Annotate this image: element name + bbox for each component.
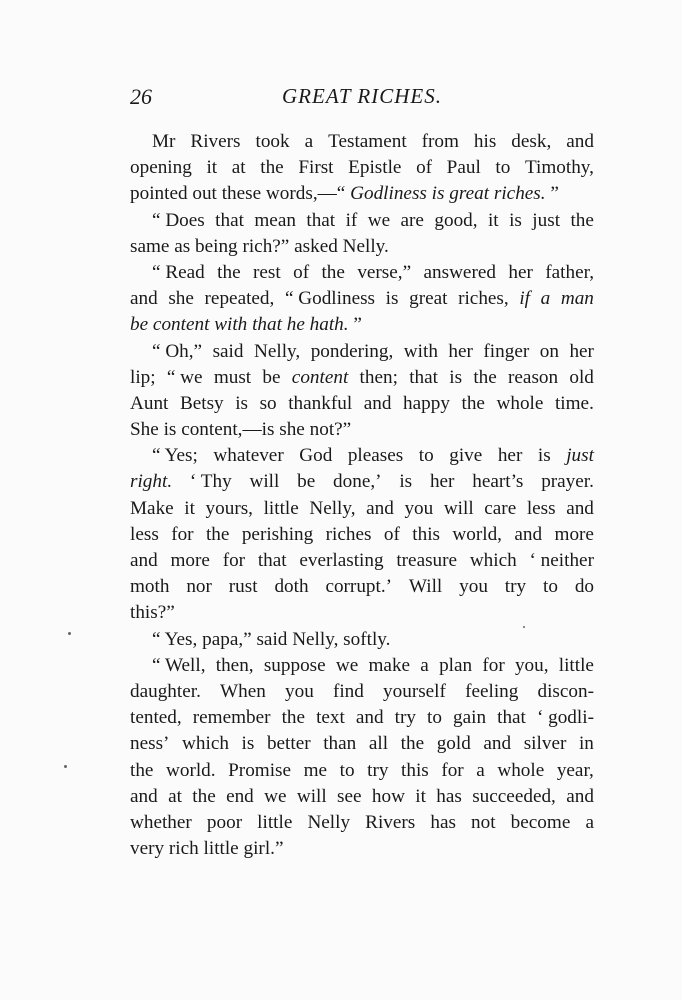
text-line [130, 129, 594, 155]
word: remember [192, 707, 271, 729]
word: the [130, 759, 154, 781]
page-number: 26 [130, 84, 152, 109]
word: is [431, 183, 445, 205]
word: try [394, 707, 416, 729]
word: than [323, 733, 357, 755]
word: hath. [309, 314, 349, 336]
word: and [566, 497, 594, 519]
word: for [222, 550, 246, 571]
word: on [539, 340, 559, 362]
word: of [383, 523, 400, 545]
page-speck [64, 765, 67, 768]
text-line [130, 679, 594, 705]
text-line [130, 627, 594, 653]
word: these [221, 183, 262, 205]
word: it [206, 157, 218, 179]
word: verse,” [357, 261, 412, 283]
word: Nelly [307, 811, 351, 833]
word: to [427, 707, 442, 729]
text-line [130, 181, 594, 207]
text-line [130, 600, 594, 626]
word: little [203, 838, 239, 860]
word: and [566, 785, 594, 807]
word: lip; [130, 366, 156, 388]
word: in [578, 733, 594, 755]
word: little [558, 654, 594, 676]
word: good, [434, 209, 478, 231]
word: suppose [263, 654, 326, 676]
word: the [321, 261, 345, 283]
word: she [279, 419, 305, 441]
word: this?” [130, 602, 175, 624]
word: yours, [205, 497, 253, 519]
word: it [184, 497, 195, 519]
word: yourself [383, 680, 446, 702]
text-line [130, 574, 594, 600]
text-line [130, 443, 594, 469]
word: Nelly. [342, 235, 389, 257]
word: try [504, 576, 527, 598]
word: then, [215, 654, 254, 676]
word: “ Read [152, 261, 205, 283]
word: “ we [166, 366, 203, 388]
word: it [487, 209, 499, 231]
word: for [171, 523, 194, 545]
word: the [570, 209, 594, 231]
word: has [436, 785, 462, 807]
word: “ Godliness [284, 288, 376, 310]
word: being [195, 235, 238, 257]
word: little [257, 811, 293, 833]
word: rich [168, 838, 199, 860]
word: the [192, 785, 216, 807]
word: less [526, 497, 556, 519]
text-line [130, 208, 594, 234]
word: perishing [241, 523, 314, 545]
word: that [306, 209, 336, 231]
word: so [259, 392, 277, 414]
word: reason [508, 366, 559, 388]
word: ” [353, 314, 362, 336]
word: repeated, [204, 288, 275, 310]
word: answered [423, 261, 496, 283]
word: will [296, 785, 327, 807]
word: how [371, 785, 405, 807]
word: Aunt [130, 392, 169, 414]
word: Nelly, [292, 628, 339, 650]
word: be [262, 366, 281, 388]
word: this [412, 523, 441, 545]
word: Testament [328, 131, 407, 152]
word: as [174, 235, 191, 257]
word: and [366, 497, 394, 519]
running-head: GREAT RICHES. [282, 84, 442, 108]
page-header [130, 84, 594, 118]
word: for [482, 654, 505, 676]
word: must [213, 366, 252, 388]
word: discon- [537, 680, 594, 702]
word: not [471, 811, 496, 833]
word: a [476, 759, 485, 781]
word: the [400, 733, 425, 755]
word: give [449, 445, 483, 467]
word: doth [274, 576, 309, 598]
word: end [226, 785, 254, 807]
word: Epistle [348, 157, 402, 179]
word: is [509, 209, 522, 231]
word: her [497, 445, 523, 467]
word: riches [325, 523, 372, 545]
word: mean [254, 209, 296, 231]
word: the [217, 261, 241, 283]
word: not?” [309, 419, 352, 441]
word: which [469, 550, 517, 571]
word: the [461, 392, 485, 414]
word: to [418, 445, 434, 467]
word: heart’s [472, 471, 524, 493]
word: ‘ neither [529, 550, 594, 571]
word: try [367, 759, 389, 781]
text-line [130, 548, 594, 574]
word: poor [206, 811, 243, 833]
word: “ Yes, [152, 628, 198, 650]
word: Rivers [365, 811, 416, 833]
text-line [130, 155, 594, 181]
word: desk, [511, 131, 552, 152]
word: and [566, 131, 594, 152]
word: with [214, 314, 248, 336]
word: moth [130, 576, 170, 598]
word: and [514, 523, 543, 545]
word: softly. [343, 628, 391, 650]
word: plan [439, 654, 473, 676]
word: her [448, 340, 473, 362]
word: rich?” [242, 235, 290, 257]
word: riches. [493, 183, 546, 205]
word: a [304, 131, 314, 152]
word: corrupt.’ [325, 576, 393, 598]
word: Paul [446, 157, 481, 179]
word: content,—is [181, 419, 275, 441]
word: finger [483, 340, 530, 362]
text-line [130, 496, 594, 522]
text-line [130, 391, 594, 417]
word: will [249, 471, 280, 493]
word: make [368, 654, 411, 676]
word: to [339, 759, 355, 781]
word: is [163, 419, 177, 441]
word: at [168, 785, 182, 807]
word: if [519, 288, 530, 310]
word: is [385, 288, 399, 310]
word: ‘ godli- [536, 707, 594, 729]
word: will [443, 497, 474, 519]
word: better [266, 733, 311, 755]
word: “ Does [152, 209, 205, 231]
word: opening [130, 157, 192, 179]
word: become [510, 811, 571, 833]
word: we [335, 654, 359, 676]
word: of [416, 157, 433, 179]
text-line [130, 731, 594, 757]
word: content [291, 366, 349, 388]
word: whether [130, 811, 192, 833]
word: Timothy, [524, 157, 594, 179]
word: whole [496, 392, 544, 414]
text-line [130, 758, 594, 784]
word: of [293, 261, 310, 283]
word: rust [228, 576, 258, 598]
text-line [130, 653, 594, 679]
word: with [403, 340, 438, 362]
text-line [130, 469, 594, 495]
word: and [363, 392, 392, 414]
word: more [170, 550, 210, 571]
word: “ Well, [152, 654, 206, 676]
word: her [569, 340, 594, 362]
word: gold [436, 733, 471, 755]
word: and [130, 785, 158, 807]
word: a [540, 288, 551, 310]
word: pointed [130, 183, 188, 205]
word: just [532, 209, 561, 231]
text-line [130, 234, 594, 260]
text-line [130, 260, 594, 286]
word: this [401, 759, 429, 781]
word: succeeded, [472, 785, 556, 807]
word: that [252, 314, 282, 336]
text-line [130, 810, 594, 836]
word: time. [554, 392, 594, 414]
word: be [130, 314, 149, 336]
text-line [130, 339, 594, 365]
word: the [260, 157, 284, 179]
word: just [566, 445, 594, 467]
word: Rivers [190, 131, 241, 152]
word: her [429, 471, 455, 493]
word: thankful [288, 392, 353, 414]
word: silver [523, 733, 567, 755]
word: ‘ Thy [189, 471, 232, 493]
word: that [215, 209, 244, 231]
word: Promise [228, 759, 292, 781]
word: man [560, 288, 594, 310]
word: her [508, 261, 533, 283]
word: are [400, 209, 424, 231]
word: we [367, 209, 391, 231]
word: asked [294, 235, 338, 257]
word: great [409, 288, 448, 310]
word: nor [186, 576, 212, 598]
word: world, [452, 523, 502, 545]
word: the [281, 707, 306, 729]
word: ness’ [130, 733, 170, 755]
word: be [297, 471, 316, 493]
word: took [255, 131, 290, 152]
word: Godliness [350, 183, 427, 205]
word: is [537, 445, 551, 467]
word: and [483, 733, 512, 755]
word: daughter. [130, 680, 201, 702]
word: papa,” [202, 628, 252, 650]
word: girl.” [243, 838, 284, 860]
word: riches, [458, 288, 509, 310]
word: Make [130, 497, 174, 519]
word: She [130, 419, 159, 441]
text-line [130, 784, 594, 810]
word: out [192, 183, 217, 205]
word: do [574, 576, 594, 598]
word: done,’ [333, 471, 382, 493]
text-line [130, 705, 594, 731]
word: his [473, 131, 497, 152]
word: pondering, [310, 340, 394, 362]
word: right. [130, 471, 173, 493]
word: has [430, 811, 456, 833]
word: world. [166, 759, 216, 781]
word: Will [408, 576, 443, 598]
word: whole [497, 759, 545, 781]
word: year, [556, 759, 594, 781]
word: content [152, 314, 210, 336]
word: prayer. [541, 471, 594, 493]
word: ” [550, 183, 559, 205]
word: which [182, 733, 229, 755]
word: all [368, 733, 389, 755]
word: you [285, 680, 314, 702]
page-speck [68, 632, 71, 635]
word: a [585, 811, 594, 833]
word: you, [514, 654, 549, 676]
word: Mr [152, 131, 176, 152]
word: we [264, 785, 287, 807]
word: less [130, 523, 159, 545]
text-line [130, 417, 594, 443]
text-line [130, 286, 594, 312]
word: feeling [465, 680, 519, 702]
word: more [554, 523, 594, 545]
word: “ Yes; [152, 445, 198, 467]
text-line [130, 836, 594, 862]
word: and [355, 707, 384, 729]
word: Nelly, [309, 497, 356, 519]
word: she [168, 288, 194, 310]
word: and [130, 550, 158, 571]
word: great [449, 183, 490, 205]
text-line [130, 365, 594, 391]
word: treasure [396, 550, 458, 571]
word: the [473, 366, 497, 388]
word: then; [359, 366, 398, 388]
word: for [441, 759, 464, 781]
word: is [399, 471, 413, 493]
word: is [449, 366, 463, 388]
word: if [345, 209, 358, 231]
word: said [256, 628, 288, 650]
word: happy [403, 392, 450, 414]
word: is [241, 733, 255, 755]
word: text [316, 707, 345, 729]
word: old [569, 366, 594, 388]
word: very [130, 838, 165, 860]
word: tented, [130, 707, 182, 729]
word: said [212, 340, 244, 362]
word: see [337, 785, 362, 807]
word: it [415, 785, 426, 807]
text-line [130, 522, 594, 548]
word: whatever [213, 445, 284, 467]
body-text [130, 129, 594, 862]
word: pleases [347, 445, 404, 467]
word: from [421, 131, 459, 152]
word: same [130, 235, 170, 257]
word: that [257, 550, 287, 571]
page-speck [523, 626, 525, 628]
word: care [484, 497, 517, 519]
word: “ Oh,” [152, 340, 203, 362]
word: little [263, 497, 299, 519]
word: to [495, 157, 511, 179]
word: gain [453, 707, 487, 729]
word: to [543, 576, 558, 598]
word: rest [252, 261, 281, 283]
word: that [409, 366, 438, 388]
word: words,—“ [265, 183, 346, 205]
word: a [420, 654, 429, 676]
text-line [130, 312, 594, 338]
word: find [332, 680, 364, 702]
word: is [235, 392, 249, 414]
word: Betsy [179, 392, 224, 414]
word: everlasting [299, 550, 384, 571]
word: When [220, 680, 266, 702]
word: Nelly, [254, 340, 301, 362]
word: that [497, 707, 526, 729]
word: First [298, 157, 334, 179]
word: at [231, 157, 246, 179]
word: you [404, 497, 434, 519]
word: and [130, 288, 158, 310]
word: you [459, 576, 488, 598]
word: the [205, 523, 230, 545]
word: father, [545, 261, 594, 283]
word: me [303, 759, 328, 781]
word: God [299, 445, 333, 467]
word: he [286, 314, 305, 336]
